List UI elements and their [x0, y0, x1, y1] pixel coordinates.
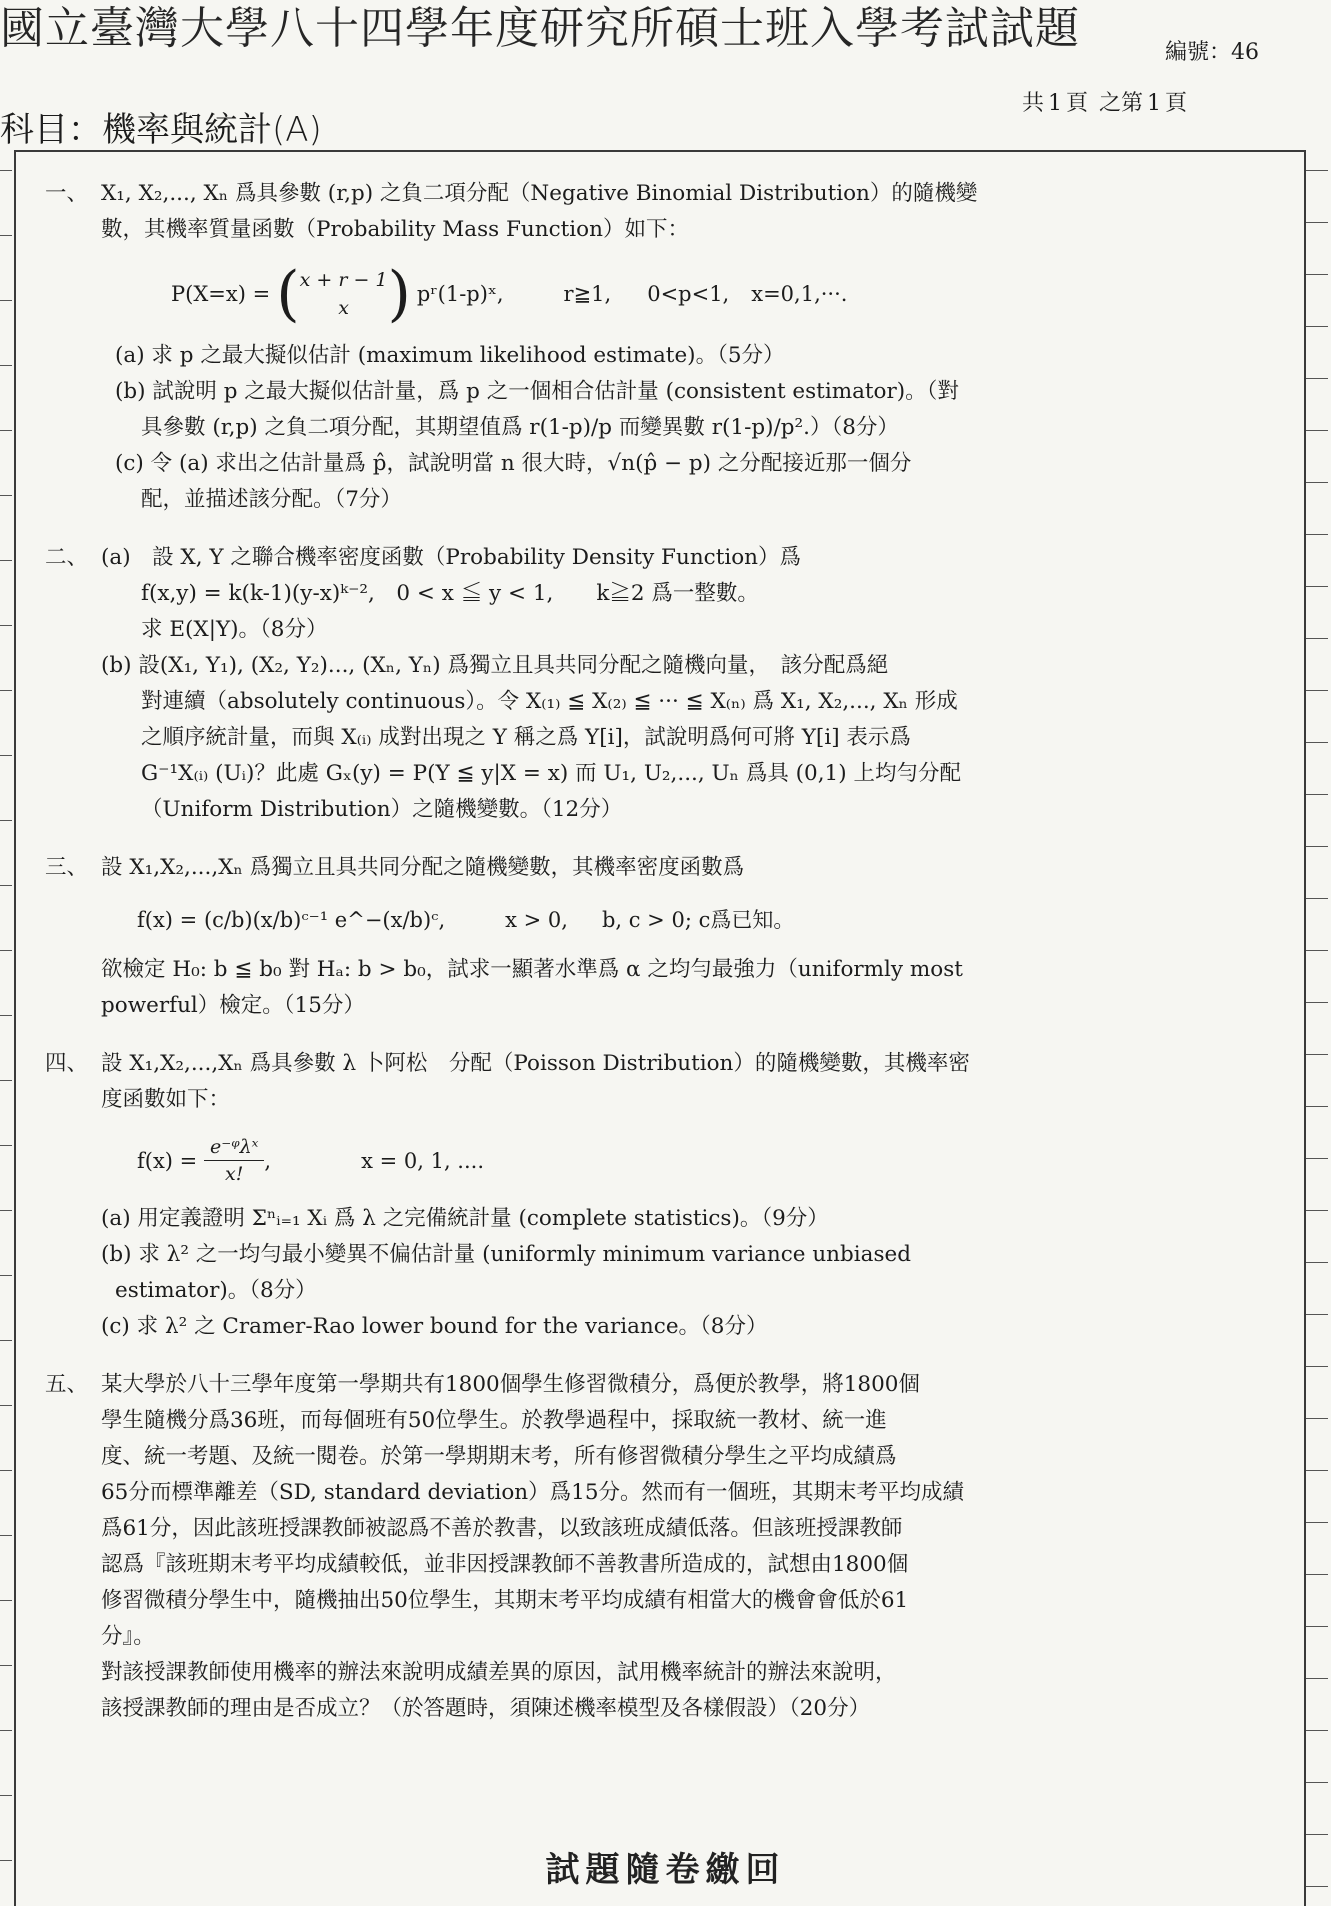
q2-part-b-cont: G⁻¹X₍ᵢ₎ (Uᵢ)？此處 Gₓ(y) = P(Y ≦ y|X = x) 而 U₁, U₂,..., Uₙ 爲具 (0,1) 上均勻分配: [141, 761, 961, 786]
poisson-pmf: [101, 1134, 1290, 1187]
binomial-coefficient: [276, 259, 411, 329]
margin-tick: [1306, 1210, 1328, 1211]
margin-tick: [1306, 170, 1328, 171]
margin-tick: [0, 1665, 12, 1666]
margin-tick: [1306, 1470, 1328, 1471]
right-margin-ticks: [1306, 150, 1331, 1906]
margin-tick: [1306, 950, 1328, 951]
binom-bottom: x: [338, 297, 349, 319]
pages-total: 1: [1048, 91, 1063, 116]
q5-line: 度、統一考題、及統一閱卷。於第一學期期末考，所有修習微積分學生之平均成績爲: [101, 1444, 897, 1469]
q1-intro-line: 數，其機率質量函數（Probability Mass Function）如下：: [101, 217, 689, 242]
left-margin-ticks: [0, 150, 14, 1906]
margin-tick: [1306, 1418, 1328, 1419]
margin-tick: [1306, 1002, 1328, 1003]
q5-line: 學生隨機分爲36班，而每個班有50位學生。於教學過程中，採取統一教材、統一進: [101, 1408, 887, 1433]
q5-line: 分』。: [101, 1624, 155, 1649]
margin-tick: [1306, 586, 1328, 587]
q4-part-c: (c) 求 λ² 之 Cramer-Rao lower bound for the variance。（8分）: [101, 1314, 768, 1339]
exam-code: 編號：46: [1165, 40, 1259, 65]
q4-pdf-comma: ,: [264, 1148, 272, 1173]
margin-tick: [1306, 898, 1328, 899]
q4-part-b-cont: estimator)。（8分）: [115, 1278, 317, 1303]
margin-tick: [1306, 794, 1328, 795]
margin-tick: [0, 1405, 12, 1406]
return-with-answer-stamp: 試題隨卷繳回: [545, 1850, 786, 1890]
q3-test-cont: powerful）檢定。（15分）: [101, 993, 365, 1018]
question-body: [101, 850, 1290, 1024]
margin-tick: [1306, 1678, 1328, 1679]
q5-line: 爲61分，因此該班授課教師被認爲不善於教書，以致該班成績低落。但該班授課教師: [101, 1516, 903, 1541]
margin-tick: [1306, 1314, 1328, 1315]
weibull-pdf: [101, 902, 1290, 938]
margin-tick: [1306, 482, 1328, 483]
margin-tick: [1306, 846, 1328, 847]
margin-tick: [1306, 1626, 1328, 1627]
margin-tick: [1306, 1054, 1328, 1055]
margin-tick: [0, 820, 12, 821]
question-body: [101, 1367, 1290, 1727]
margin-tick: [1306, 1262, 1328, 1263]
margin-tick: [0, 1340, 12, 1341]
margin-tick: [1306, 690, 1328, 691]
question-1: [45, 176, 1290, 518]
margin-tick: [1306, 534, 1328, 535]
margin-tick: [0, 1600, 12, 1601]
q1-part-b-cont: 具參數 (r,p) 之負二項分配，其期望值爲 r(1-p)/p 而變異數 r(1-p)/p².）（8分）: [141, 415, 899, 440]
q5-line: 該授課教師的理由是否成立？（於答題時，須陳述機率模型及各樣假設）（20分）: [101, 1696, 871, 1721]
q5-line: 某大學於八十三學年度第一學期共有1800個學生修習微積分，爲便於教學，將1800個: [101, 1372, 920, 1397]
margin-tick: [1306, 1782, 1328, 1783]
margin-tick: [1306, 1834, 1328, 1835]
margin-tick: [0, 170, 12, 171]
q1-part-c: (c) 令 (a) 求出之估計量爲 p̂，試說明當 n 很大時，√n(p̂ − p) 之分配接近那一個分: [115, 451, 912, 476]
exam-subject: 科目：機率與統計(A): [0, 110, 322, 150]
margin-tick: [0, 235, 12, 236]
poisson-denominator: x!: [225, 1163, 244, 1185]
q4-cond: x = 0, 1, ....: [361, 1148, 485, 1173]
margin-tick: [1306, 742, 1328, 743]
margin-tick: [1306, 1730, 1328, 1731]
question-number: 一、: [45, 181, 89, 206]
q3-cond-bc: b, c > 0; c爲已知。: [601, 908, 795, 932]
q2-part-a-ask: 求 E(X|Y)。（8分）: [141, 617, 328, 642]
pmf-lhs: P(X=x) =: [171, 282, 271, 306]
question-number: 三、: [45, 855, 89, 880]
margin-tick: [0, 625, 12, 626]
pmf-cond-x: x=0,1,···.: [751, 282, 848, 306]
exam-title: 國立臺灣大學八十四學年度研究所碩士班入學考試試題: [0, 3, 1080, 54]
q1-part-c-cont: 配，並描述該分配。（7分）: [141, 487, 402, 512]
margin-tick: [0, 1535, 12, 1536]
margin-tick: [0, 755, 12, 756]
margin-tick: [0, 950, 12, 951]
q1-part-a: (a) 求 p 之最大擬似估計 (maximum likelihood estimate)。（5分）: [115, 343, 785, 368]
margin-tick: [1306, 378, 1328, 379]
q1-part-b: (b) 試說明 p 之最大擬似估計量，爲 p 之一個相合估計量 (consistent estimator)。（對: [115, 379, 959, 404]
binom-top: x + r − 1: [299, 269, 388, 291]
question-body: [101, 1046, 1290, 1345]
margin-tick: [0, 1145, 12, 1146]
q3-cond-x: x > 0,: [505, 908, 568, 932]
margin-tick: [0, 1470, 12, 1471]
pages-current: 1: [1147, 91, 1162, 116]
question-body: [101, 540, 1290, 828]
margin-tick: [1306, 430, 1328, 431]
pages-current-unit: 頁: [1165, 91, 1188, 116]
margin-tick: [0, 300, 12, 301]
margin-tick: [0, 430, 12, 431]
exam-content: [45, 176, 1290, 1749]
right-paren: ): [387, 259, 411, 329]
question-2: [45, 540, 1290, 828]
poisson-numerator: e⁻ᵠλˣ: [204, 1134, 264, 1161]
pmf-cond-p: 0<p<1,: [647, 282, 730, 306]
margin-tick: [1306, 326, 1328, 327]
pages-unit: 頁: [1066, 91, 1089, 116]
margin-tick: [1306, 1574, 1328, 1575]
margin-tick: [0, 1080, 12, 1081]
question-3: [45, 850, 1290, 1024]
question-number: 五、: [45, 1372, 89, 1397]
margin-tick: [0, 495, 12, 496]
margin-tick: [1306, 222, 1328, 223]
margin-tick: [1306, 1158, 1328, 1159]
question-5: [45, 1367, 1290, 1727]
question-number: 二、: [45, 545, 89, 570]
margin-tick: [0, 1275, 12, 1276]
margin-tick: [0, 1015, 12, 1016]
pmf-equation: [101, 259, 1290, 329]
question-4: [45, 1046, 1290, 1345]
binomial-stack: [300, 266, 388, 322]
q2-part-b-cont: 之順序統計量，而與 X₍ᵢ₎ 成對出現之 Y 稱之爲 Y[i]，試說明爲何可將 Y[i] 表示爲: [141, 725, 911, 750]
margin-tick: [0, 560, 12, 561]
q4-intro: 設 X₁,X₂,...,Xₙ 爲具參數 λ 卜阿松 分配（Poisson Distribution）的隨機變數，其機率密: [101, 1051, 970, 1076]
pmf-cond-r: r≧1,: [563, 282, 612, 306]
q4-part-a: (a) 用定義證明 Σⁿᵢ₌₁ Xᵢ 爲 λ 之完備統計量 (complete statistics)。（9分）: [101, 1206, 829, 1231]
q2-part-b: (b) 設(X₁, Y₁), (X₂, Y₂)..., (Xₙ, Yₙ) 爲獨立且具共同分配之隨機向量， 該分配爲絕: [101, 653, 889, 678]
q5-line: 認爲『該班期末考平均成績較低，並非因授課教師不善教書所造成的，試想由1800個: [101, 1552, 909, 1577]
margin-tick: [1306, 1106, 1328, 1107]
margin-tick: [1306, 274, 1328, 275]
margin-tick: [0, 885, 12, 886]
q3-pdf: f(x) = (c/b)(x/b)ᶜ⁻¹ e^−(x/b)ᶜ,: [137, 908, 446, 932]
q3-test: 欲檢定 H₀: b ≦ b₀ 對 Hₐ: b > b₀，試求一顯著水準爲 α 之均勻最強力（uniformly most: [101, 957, 963, 982]
q2-part-b-cont: 對連續（absolutely continuous）。令 X₍₁₎ ≦ X₍₂₎ ≦ ··· ≦ X₍ₙ₎ 爲 X₁, X₂,..., Xₙ 形成: [141, 689, 958, 714]
page-indicator: [1022, 86, 1191, 117]
q2-part-a: (a) 設 X, Y 之聯合機率密度函數（Probability Density Function）爲: [101, 545, 802, 570]
margin-tick: [0, 1795, 12, 1796]
margin-tick: [1306, 638, 1328, 639]
q2-part-b-cont: （Uniform Distribution）之隨機變數。（12分）: [141, 797, 623, 822]
q1-intro-line: X₁, X₂,..., Xₙ 爲具參數 (r,p) 之負二項分配（Negative Binomial Distribution）的隨機變: [101, 181, 978, 206]
q4-intro-cont: 度函數如下：: [101, 1087, 231, 1112]
q5-line: 65分而標準離差（SD, standard deviation）爲15分。然而有一個班，其期末考平均成績: [101, 1480, 965, 1505]
margin-tick: [0, 1730, 12, 1731]
pages-current-prefix: 之第: [1099, 91, 1144, 116]
left-paren: (: [276, 259, 300, 329]
poisson-fraction: [204, 1134, 264, 1187]
q4-part-b: (b) 求 λ² 之一均勻最小變異不偏估計量 (uniformly minimum variance unbiased: [101, 1242, 911, 1267]
margin-tick: [1306, 1522, 1328, 1523]
pmf-rhs: pʳ(1-p)ˣ,: [416, 282, 504, 306]
question-number: 四、: [45, 1051, 89, 1076]
margin-tick: [0, 1210, 12, 1211]
margin-tick: [0, 690, 12, 691]
margin-tick: [1306, 1366, 1328, 1367]
q4-pdf-lhs: f(x) =: [137, 1148, 198, 1173]
q5-line: 對該授課教師使用機率的辦法來說明成績差異的原因，試用機率統計的辦法來說明，: [101, 1660, 897, 1685]
margin-tick: [0, 365, 12, 366]
q2-joint-pdf: f(x,y) = k(k-1)(y-x)ᵏ⁻², 0 < x ≦ y < 1, k≧2 爲一整數。: [141, 581, 759, 606]
q3-intro: 設 X₁,X₂,...,Xₙ 爲獨立且具共同分配之隨機變數，其機率密度函數爲: [101, 855, 745, 880]
question-body: [101, 176, 1290, 518]
q5-line: 修習微積分學生中，隨機抽出50位學生，其期末考平均成績有相當大的機會會低於61: [101, 1588, 909, 1613]
pages-total-prefix: 共: [1022, 91, 1045, 116]
